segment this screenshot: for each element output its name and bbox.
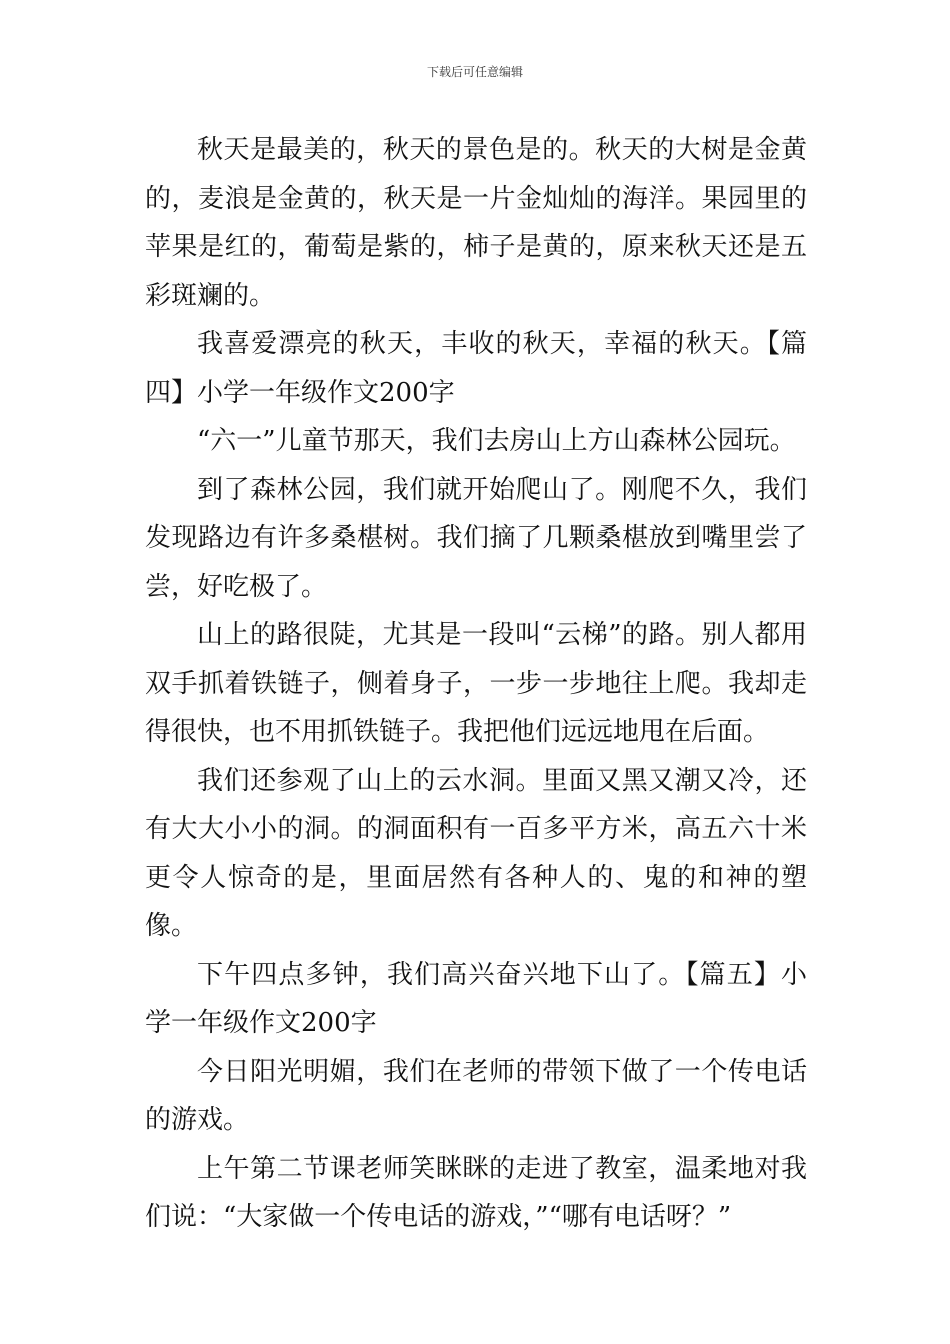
paragraph-1: 秋天是最美的，秋天的景色是的。秋天的大树是金黄的，麦浪是金黄的，秋天是一片金灿灿的海洋。果园里的苹果是红的，葡萄是紫的，柿子是黄的，原来秋天还是五彩斑斓的。 — [145, 135, 807, 311]
page-header-note: 下载后可任意编辑 — [426, 65, 523, 79]
paragraph-6: 我们还参观了山上的云水洞。里面又黑又潮又冷，还有大大小小的洞。的洞面积有一百多平方米，高五六十米更令人惊奇的是，里面居然有各种人的、鬼的和神的塑像。 — [145, 765, 807, 941]
paragraph-5: 山上的路很陡，尤其是一段叫“云梯”的路。别人都用双手抓着铁链子，侧着身子，一步一步地往上爬。我却走得很快，也不用抓铁链子。我把他们远远地甩在后面。 — [145, 620, 807, 747]
paragraph-3: “六一”儿童节那天，我们去房山上方山森林公园玩。 — [197, 426, 796, 456]
paragraph-9: 上午第二节课老师笑眯眯的走进了教室，温柔地对我们说：“大家做一个传电话的游戏，”“哪有电话呀？” — [145, 1153, 807, 1232]
document-body — [145, 126, 807, 1242]
paragraph-2: 我喜爱漂亮的秋天，丰收的秋天，幸福的秋天。【篇四】小学一年级作文200字 — [145, 329, 807, 408]
paragraph-4: 到了森林公园，我们就开始爬山了。刚爬不久，我们发现路边有许多桑椹树。我们摘了几颗桑椹放到嘴里尝了尝，好吃极了。 — [145, 474, 807, 602]
paragraph-8: 今日阳光明媚，我们在老师的带领下做了一个传电话的游戏。 — [145, 1056, 807, 1135]
paragraph-7: 下午四点多钟，我们高兴奋兴地下山了。【篇五】小学一年级作文200字 — [145, 959, 807, 1038]
